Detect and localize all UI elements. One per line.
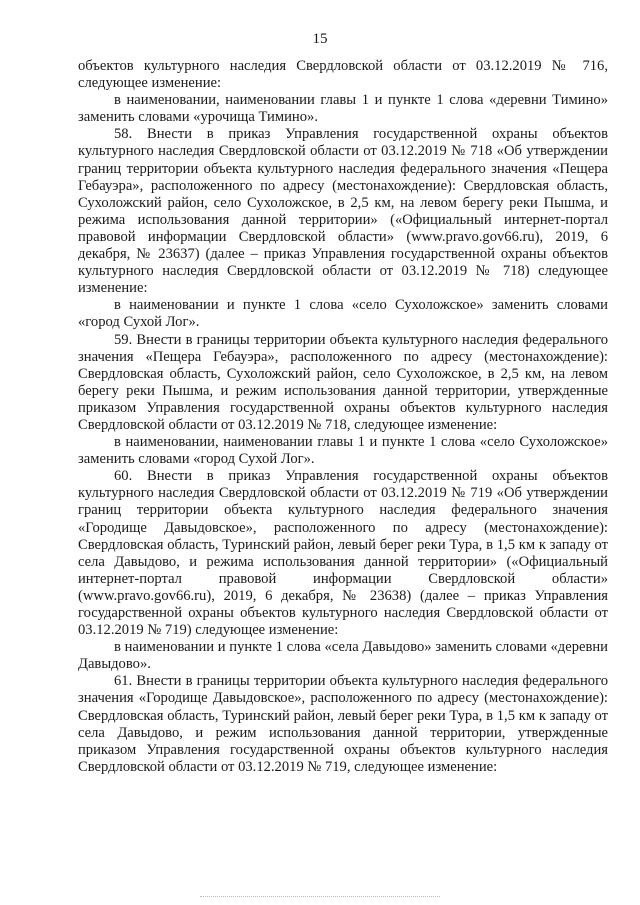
scan-edge-line	[200, 896, 440, 897]
paragraph-item-60: 60. Внести в приказ Управления государственной охраны объектов культурного наследия Свердловской области от 03.12.2019 № 719 «Об утверждении границ территории объекта культурного наследия федерального значения «Городище Давыдовское», расположенного по адресу (местонахождение): Свердловская область, Туринский район, левый берег реки Тура, в 1,5 км к западу от села Давыдово, и режима использования данной территории» («Официальный интернет-портал правовой информации Свердловской области» (www.pravo.gov66.ru), 2019, 6 декабря, № 23638) (далее – приказ Управления государственной охраны объектов культурного наследия Свердловской области от 03.12.2019 № 719) следующее изменение:	[78, 468, 608, 639]
paragraph-amendment: в наименовании и пункте 1 слова «села Давыдово» заменить словами «деревни Давыдово».	[78, 639, 608, 673]
paragraph-item-58: 58. Внести в приказ Управления государственной охраны объектов культурного наследия Свердловской области от 03.12.2019 № 718 «Об утверждении границ территории объекта культурного наследия федерального значения «Пещера Гебауэра», расположенного по адресу (местонахождение): Свердловская область, Сухоложский район, село Сухоложское, в 2,5 км, на левом берегу реки Пышма, и режима использования данной территории» («Официальный интернет-портал правовой информации Свердловской области» (www.pravo.gov66.ru), 2019, 6 декабря, № 23637) (далее – приказ Управления государственной охраны объектов культурного наследия Свердловской области от 03.12.2019 № 718) следующее изменение:	[78, 126, 608, 297]
page-number: 15	[312, 31, 328, 47]
paragraph-item-59: 59. Внести в границы территории объекта культурного наследия федерального значения «Пещера Гебауэра», расположенного по адресу (местонахождение): Свердловская область, Сухоложский район, село Сухоложское, в 2,5 км, на левом берегу реки Пышма, и режим использования данной территории, утвержденные приказом Управления государственной охраны объектов культурного наследия Свердловской области от 03.12.2019 № 718, следующее изменение:	[78, 331, 608, 433]
document-body	[78, 58, 608, 776]
paragraph-item-61: 61. Внести в границы территории объекта культурного наследия федерального значения «Городище Давыдовское», расположенного по адресу (местонахождение): Свердловская область, Туринский район, левый берег реки Тура, в 1,5 км к западу от села Давыдово, и режим использования данной территории, утвержденные приказом Управления государственной охраны объектов культурного наследия Свердловской области от 03.12.2019 № 719, следующее изменение:	[78, 673, 608, 775]
paragraph-amendment: в наименовании, наименовании главы 1 и пункте 1 слова «село Сухоложское» заменить словами «город Сухой Лог».	[78, 434, 608, 468]
paragraph-amendment: в наименовании и пункте 1 слова «село Сухоложское» заменить словами «город Сухой Лог».	[78, 297, 608, 331]
paragraph-amendment: в наименовании, наименовании главы 1 и пункте 1 слова «деревни Тимино» заменить словами «урочища Тимино».	[78, 92, 608, 126]
paragraph-continuation: объектов культурного наследия Свердловской области от 03.12.2019 № 716, следующее изменение:	[78, 58, 608, 92]
